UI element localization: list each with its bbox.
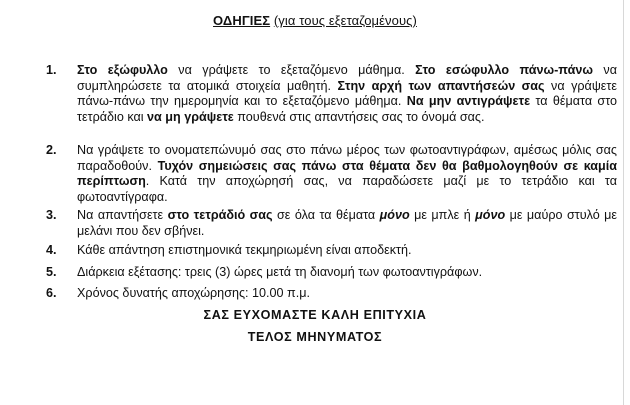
body-text: Χρόνος δυνατής αποχώρησης: 10.00 π.μ. xyxy=(77,286,310,300)
item-text xyxy=(77,286,617,302)
body-text: Να γράψετε το ονοματεπώνυμό σας στο πάνω μέρος των φωτοαντιγράφων, αμέσως μόλις σας παραδοθούν. xyxy=(77,143,617,173)
body-text: να συμπληρώσετε τα ατομικά στοιχεία μαθητή. xyxy=(77,63,617,93)
item-text xyxy=(77,208,617,239)
emphasized-text: Στην αρχή των απαντήσεών σας xyxy=(337,78,545,93)
body-text: . Κατά την αποχώρησή σας, να παραδώσετε μαζί με το τετράδιο και τα φωτοαντίγραφα. xyxy=(77,174,617,205)
item-number: 4. xyxy=(46,243,57,257)
body-text: με μπλε ή xyxy=(409,208,476,222)
item-number: 2. xyxy=(46,143,57,157)
body-text: Να απαντήσετε xyxy=(77,208,168,222)
emphasized-text: μόνο xyxy=(379,208,410,222)
emphasized-text: Στο εξώφυλλο xyxy=(77,63,168,77)
item-text xyxy=(77,143,617,206)
item-number: 6. xyxy=(46,286,57,300)
title-sub: (για τους εξεταζομένους) xyxy=(273,13,417,28)
body-text: να γράψετε το εξεταζόμενο μάθημα. xyxy=(167,63,416,77)
emphasized-text: στο τετράδιό σας xyxy=(167,208,273,222)
body-text: σε όλα τα θέματα xyxy=(272,208,380,222)
page-title xyxy=(0,13,630,29)
item-number: 1. xyxy=(46,63,57,77)
title-main: ΟΔΗΓΙΕΣ xyxy=(213,13,271,28)
emphasized-text: Να μην αντιγράψετε xyxy=(406,94,531,109)
emphasized-text: να μη γράψετε xyxy=(147,110,234,125)
emphasized-text: Τυχόν σημειώσεις σας πάνω στα θέματα δεν θα βαθμολογηθούν σε καμία περίπτωση xyxy=(77,158,617,189)
emphasized-text: μόνο xyxy=(475,208,506,222)
body-text: Κάθε απάντηση επιστημονικά τεκμηριωμένη είναι αποδεκτή. xyxy=(77,243,412,257)
item-number: 5. xyxy=(46,265,57,279)
item-text xyxy=(77,63,617,126)
body-text: τα θέματα στο τετράδιο και xyxy=(77,94,618,125)
body-text: με μαύρο στυλό με μελάνι που δεν σβήνει. xyxy=(77,208,618,238)
closing-end-message: ΤΕΛΟΣ ΜΗΝΥΜΑΤΟΣ xyxy=(247,330,383,344)
body-text: να γράψετε πάνω-πάνω την ημερομηνία και το εξεταζόμενο μάθημα. xyxy=(77,78,618,109)
closing-wish: ΣΑΣ ΕΥΧΟΜΑΣΤΕ ΚΑΛΗ ΕΠΙΤΥΧΙΑ xyxy=(203,308,427,322)
item-text xyxy=(77,243,617,259)
body-text: Διάρκεια εξέτασης: τρεις (3) ώρες μετά τη διανομή των φωτοαντιγράφων. xyxy=(77,265,483,279)
item-number: 3. xyxy=(46,208,57,222)
body-text: πουθενά στις απαντήσεις σας το όνομά σας. xyxy=(233,110,485,125)
emphasized-text: Στο εσώφυλλο πάνω-πάνω xyxy=(415,63,593,77)
item-text xyxy=(77,265,617,281)
